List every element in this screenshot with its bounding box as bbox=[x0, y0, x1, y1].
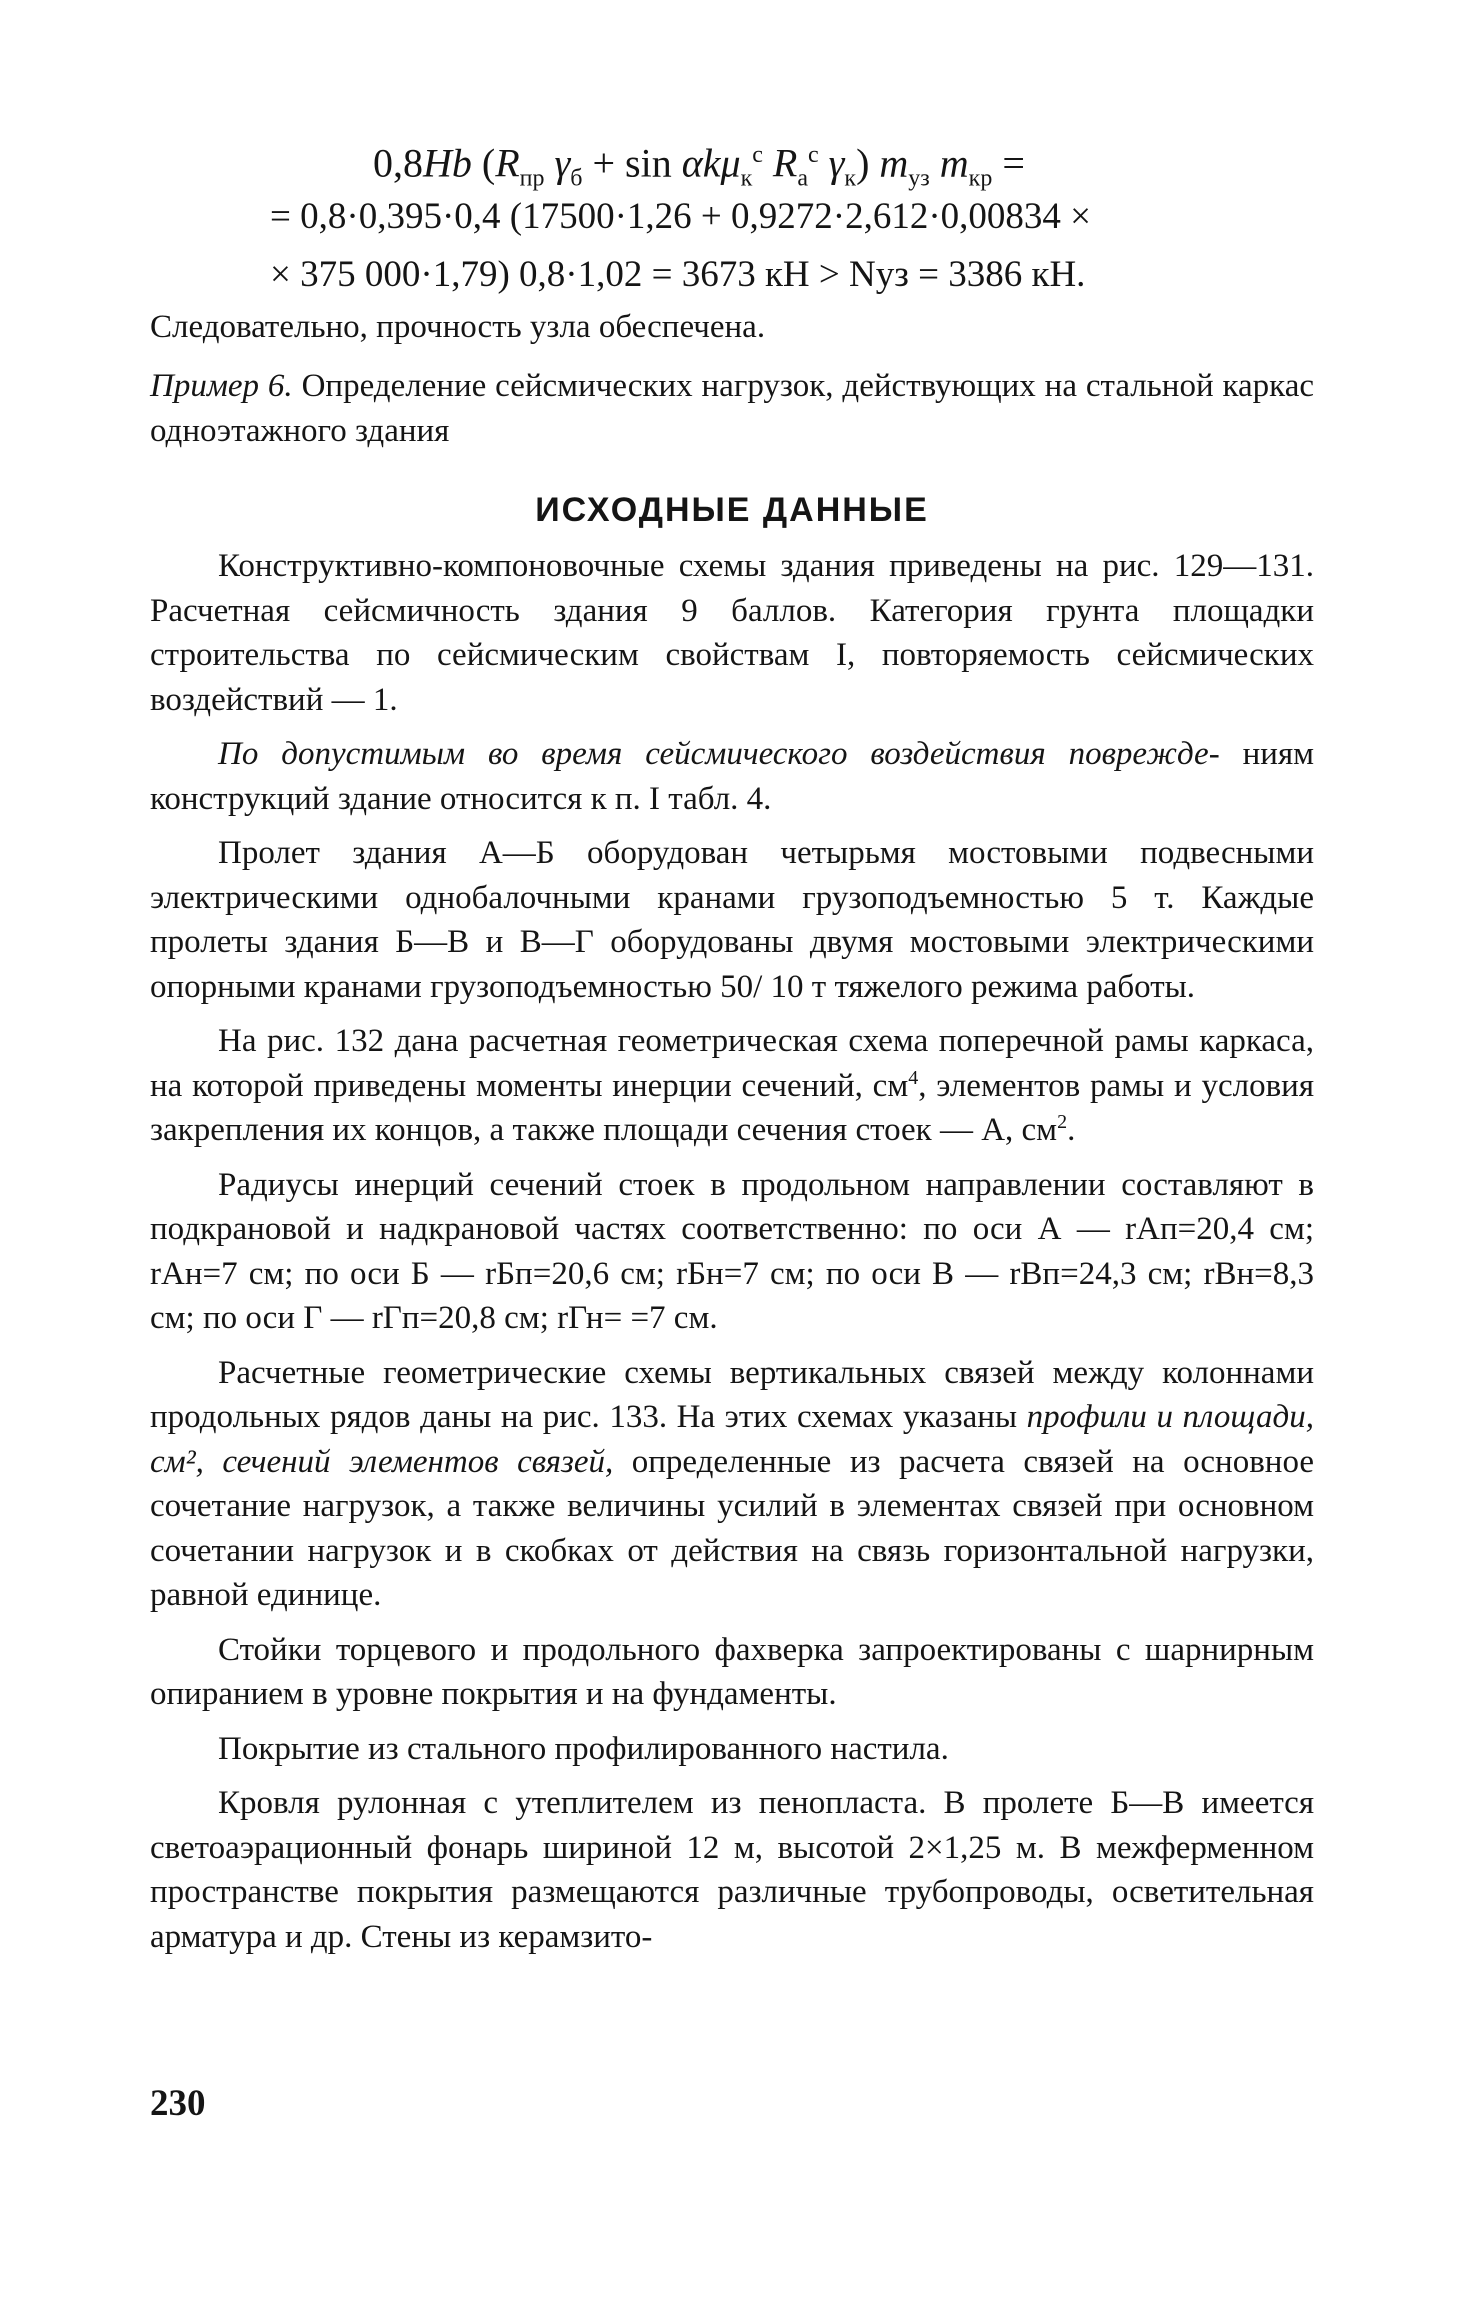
example-label: Пример 6. bbox=[150, 368, 293, 404]
example-text: Определение сейсмических нагрузок, действующих на стальной каркас одноэтажного здания bbox=[150, 368, 1314, 449]
equation-line-1: 0,8Hb ($R_{пр}$ $\gamma_б + \sin \alpha k\mu_к^с$ $R_а^с$ $\gamma_к$) $m_{уз}$ $m_{кр}$ = bbox=[373, 140, 1025, 192]
conclusion-text: Следовательно, прочность узла обеспечена. bbox=[150, 309, 766, 345]
equation-line-2: = 0,8·0,395·0,4 (17500·1,26 + 0,9272·2,612·0,00834 × bbox=[270, 196, 1092, 237]
paragraph-7: Стойки торцевого и продольного фахверка запроектированы с шарнирным опиранием в уровне покрытия и на фундаменты. bbox=[150, 1631, 1314, 1712]
paragraph-1: Конструктивно-компоновочные схемы здания приведены на рис. 129—131. Расчетная сейсмичность здания 9 баллов. Категория грунта площадки строительства по сейсмическим свойствам I, повторяемость сейсмических воздействий — 1. bbox=[150, 548, 1314, 718]
radius-axis-b: по оси Б — rБп=20,6 см; rБн=7 см; bbox=[304, 1255, 815, 1292]
cm4-exponent: 4 bbox=[908, 1066, 919, 1089]
radius-axis-v: по оси В — rВп=24,3 см; rВн=8,3 см; bbox=[150, 1255, 1315, 1336]
paragraph-5 bbox=[150, 1163, 1314, 1341]
page-number: 230 bbox=[150, 2083, 206, 2124]
paragraph-6 bbox=[150, 1351, 1314, 1618]
conclusion bbox=[150, 305, 1314, 350]
cm2-exponent: 2 bbox=[1057, 1111, 1068, 1133]
paragraph-5-intro: Радиусы инерций сечений стоек в продольном направлении составляют в подкрановой и надкрановой частях соответственно: по оси bbox=[150, 1166, 1314, 1247]
paragraph-4-part-a: На рис. 132 дана расчетная геометрическая схема поперечной рамы каркаса, на которой приведены моменты инерции сечений, см bbox=[150, 1023, 1314, 1104]
example-paragraph bbox=[150, 364, 1314, 453]
example-statement bbox=[150, 364, 1314, 453]
paragraph-9: Кровля рулонная с утеплителем из пенопласта. В пролете Б—В имеется светоаэрационный фонарь шириной 12 м, высотой 2×1,25 м. В межферменном пространстве покрытия размещаются различные трубопроводы, осветительная арматура и др. Стены из керамзито- bbox=[150, 1785, 1314, 1955]
radius-axis-g: по оси Г — rГп=20,8 см; rГн= =7 см. bbox=[202, 1300, 718, 1336]
paragraph-6-part-b: определенные из расчета связей на основное сочетание нагрузок, а также величины усилий в элементах связей при основном сочетании нагрузок и в скобках от действия на связь горизонтальной нагрузки, равной единице. bbox=[150, 1443, 1314, 1613]
paragraph-6-part-a: Расчетные геометрические схемы вертикальных связей между колоннами продольных рядов даны на рис. 133. На этих схемах указаны bbox=[150, 1354, 1314, 1435]
paragraph-3: Пролет здания А—Б оборудован четырьмя мостовыми подвесными электрическими однобалочными кранами грузоподъемностью 5 т. Каждые пролеты здания Б—В и В—Г оборудованы двумя мостовыми электрическими опорными кранами грузоподъемностью 50/ 10 т тяжелого режима работы. bbox=[150, 835, 1314, 1005]
equation-line-3: × 375 000·1,79) 0,8·1,02 = 3673 кН > Nуз = 3386 кН. bbox=[270, 254, 1086, 295]
paragraph-2 bbox=[150, 732, 1314, 821]
paragraph-2-italic: По допустимым во время сейсмического воздействия поврежде- bbox=[218, 736, 1220, 772]
body-text bbox=[150, 544, 1314, 1959]
paragraph-6-italic: профили и площади, см², сечений элементов связей, bbox=[150, 1399, 1314, 1480]
paragraph-4-part-b: , элементов рамы и условия закрепления их концов, а также площади сечения стоек — А, см bbox=[150, 1067, 1314, 1148]
paragraph-4 bbox=[150, 1019, 1314, 1153]
paragraph-2-rest: ниям конструкций здание относится к п. I табл. 4. bbox=[150, 736, 1315, 817]
radius-axis-a: А — rАп=20,4 см; rАн=7 см; bbox=[150, 1211, 1315, 1292]
paragraph-4-part-c: . bbox=[1067, 1112, 1076, 1148]
paragraph-8: Покрытие из стального профилированного настила. bbox=[218, 1730, 949, 1767]
section-heading: ИСХОДНЫЕ ДАННЫЕ bbox=[535, 491, 929, 529]
